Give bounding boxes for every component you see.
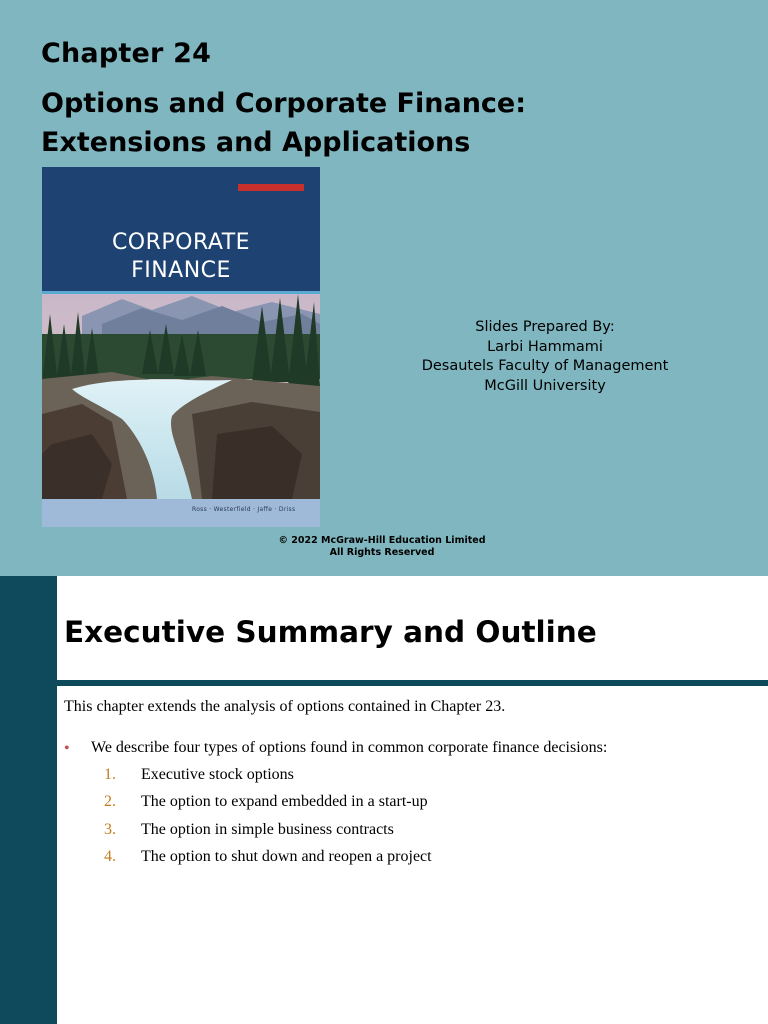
intro-text: This chapter extends the analysis of options contained in Chapter 23. — [64, 698, 506, 715]
bullet-text: We describe four types of options found in common corporate finance decisions: — [91, 739, 608, 756]
cover-title-line1: CORPORATE — [111, 230, 251, 255]
title-divider — [57, 680, 768, 686]
copyright-line1: © 2022 McGraw-Hill Education Limited — [278, 535, 486, 546]
prepared-by-block — [380, 318, 710, 396]
cover-photo-waterfall — [42, 294, 320, 499]
list-text: The option in simple business contracts — [141, 820, 394, 838]
outline-slide — [0, 576, 768, 1024]
chapter-number: Chapter 24 — [41, 38, 212, 69]
list-text: Executive stock options — [141, 766, 294, 783]
faculty-name: Desautels Faculty of Management — [421, 358, 669, 374]
list-number: 4. — [104, 847, 116, 865]
slide-sidebar-bar — [0, 576, 57, 1024]
list-text: The option to expand embedded in a start-up — [141, 793, 428, 811]
author-name: Larbi Hammami — [487, 338, 603, 355]
cover-edition-badge — [238, 184, 304, 191]
cover-title — [42, 229, 320, 285]
chapter-title-line1: Options and Corporate Finance: — [41, 88, 527, 119]
slide-title: Executive Summary and Outline — [64, 615, 597, 649]
list-text: The option to shut down and reopen a project — [141, 847, 432, 865]
book-cover-image — [42, 167, 320, 527]
prepared-by-label: Slides Prepared By: — [475, 319, 615, 335]
cover-authors: Ross · Westerfield · Jaffe · Driss — [192, 506, 296, 513]
list-number: 1. — [104, 766, 116, 783]
chapter-title-line2: Extensions and Applications — [41, 127, 471, 158]
university-name: McGill University — [484, 377, 606, 394]
chapter-title — [41, 84, 681, 162]
cover-title-line2: FINANCE — [131, 258, 231, 283]
list-number: 3. — [104, 820, 116, 838]
copyright-notice — [200, 535, 564, 559]
cover-footer — [42, 499, 320, 527]
copyright-line2: All Rights Reserved — [329, 547, 435, 558]
bullet-icon: • — [64, 740, 70, 757]
list-number: 2. — [104, 793, 116, 811]
